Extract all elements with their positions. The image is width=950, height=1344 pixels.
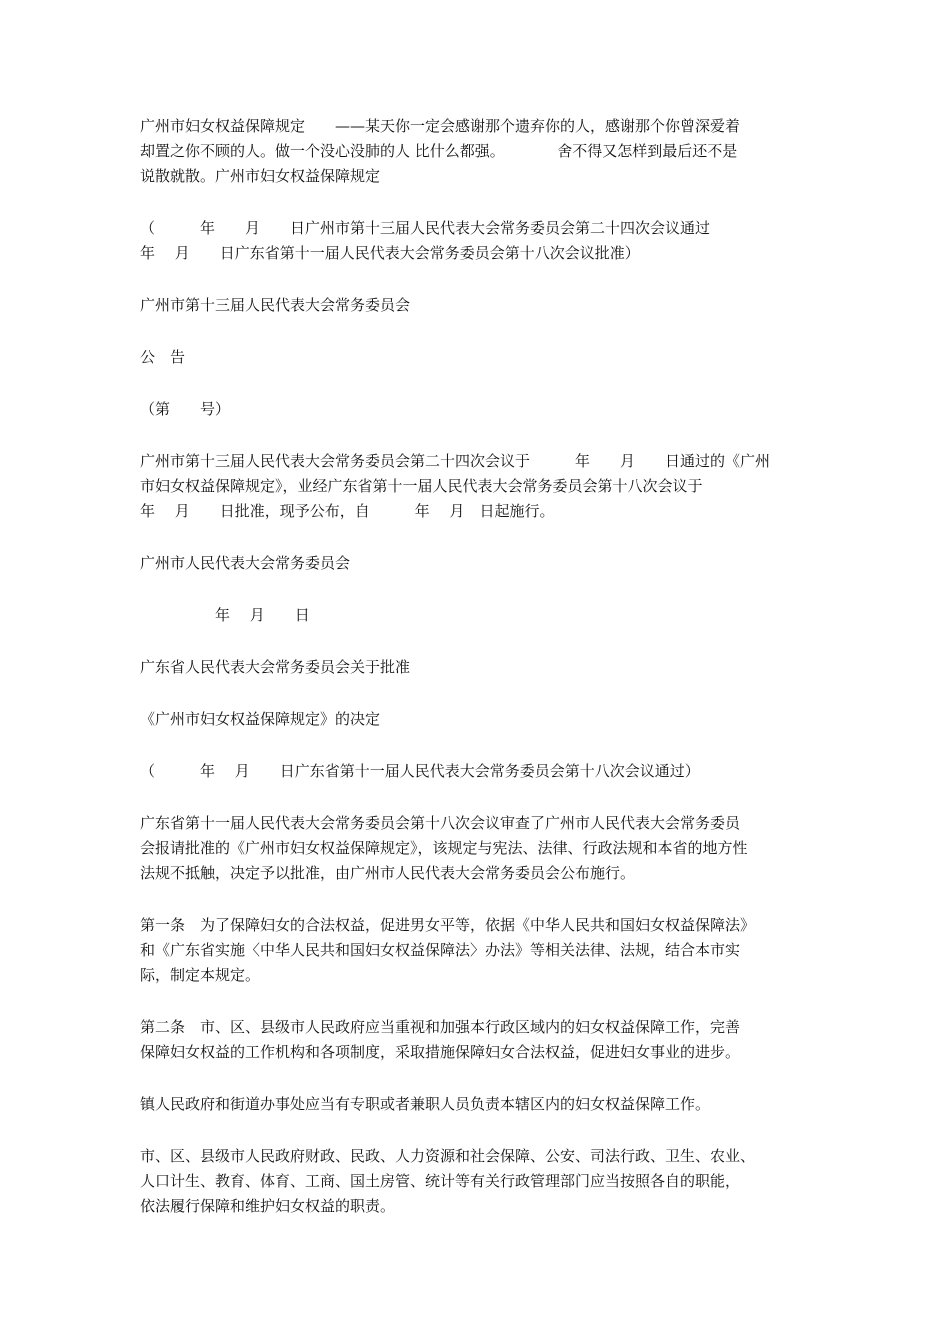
- text-line: 广州市第十三届人民代表大会常务委员会第二十四次会议于 年 月 日通过的《广州: [140, 452, 771, 470]
- text-line: 镇人民政府和街道办事处应当有专职或者兼职人员负责本辖区内的妇女权益保障工作。: [140, 1095, 711, 1113]
- text-line: 广州市第十三届人民代表大会常务委员会: [140, 296, 411, 314]
- text-line: 际，制定本规定。: [140, 966, 261, 984]
- committee-name-paragraph: [140, 293, 820, 318]
- text-line: （ 年 月 日广州市第十三届人民代表大会常务委员会第二十四次会议通过: [140, 219, 711, 237]
- document-page: [140, 114, 820, 1246]
- text-line: 市妇女权益保障规定》，业经广东省第十一届人民代表大会常务委员会第十八次会议于: [140, 477, 703, 495]
- decision-heading-line-2: [140, 707, 820, 732]
- decision-body-paragraph: [140, 811, 820, 886]
- signature-committee: [140, 551, 820, 576]
- text-line: 保障妇女权益的工作机构和各项制度，采取措施保障妇女合法权益，促进妇女事业的进步。: [140, 1043, 741, 1061]
- text-line: 人口计生、教育、体育、工商、国土房管、统计等有关行政管理部门应当按照各自的职能，: [140, 1172, 741, 1190]
- text-line: 广州市妇女权益保障规定 ——某天你一定会感谢那个遗弃你的人，感谢那个你曾深爱着: [140, 117, 741, 135]
- announcement-heading: [140, 345, 820, 370]
- text-line: 说散就散。广州市妇女权益保障规定: [140, 167, 381, 185]
- text-line: （第 号）: [140, 400, 231, 418]
- signature-date: [140, 603, 820, 628]
- text-line: 依法履行保障和维护妇女权益的职责。: [140, 1197, 396, 1215]
- text-line: 年 月 日: [140, 606, 310, 624]
- text-line: 和《广东省实施〈中华人民共和国妇女权益保障法〉办法》等相关法律、法规，结合本市实: [140, 941, 741, 959]
- text-line: 《广州市妇女权益保障规定》的决定: [140, 710, 381, 728]
- decision-heading-line-1: [140, 655, 820, 680]
- text-line: 市、区、县级市人民政府财政、民政、人力资源和社会保障、公安、司法行政、卫生、农业、: [140, 1147, 756, 1165]
- decision-date-paragraph: [140, 759, 820, 784]
- text-line: 法规不抵触，决定予以批准，由广州市人民代表大会常务委员会公布施行。: [140, 864, 636, 882]
- article-2-third-paragraph: [140, 1144, 820, 1219]
- article-2-second-paragraph: [140, 1092, 820, 1117]
- text-line: 第二条 市、区、县级市人民政府应当重视和加强本行政区域内的妇女权益保障工作，完善: [140, 1018, 741, 1036]
- text-line: 广东省人民代表大会常务委员会关于批准: [140, 658, 411, 676]
- article-2-paragraph: [140, 1015, 820, 1065]
- adoption-dates-paragraph: [140, 216, 820, 266]
- text-line: 广东省第十一届人民代表大会常务委员会第十八次会议审查了广州市人民代表大会常务委员: [140, 814, 741, 832]
- text-line: （ 年 月 日广东省第十一届人民代表大会常务委员会第十八次会议通过）: [140, 762, 700, 780]
- text-line: 年 月 日批准，现予公布，自 年 月 日起施行。: [140, 502, 555, 520]
- text-line: 年 月 日广东省第十一届人民代表大会常务委员会第十八次会议批准）: [140, 244, 640, 262]
- text-line: 却置之你不顾的人。做一个没心没肺的人 比什么都强。 舍不得又怎样到最后还不是: [140, 142, 738, 160]
- announcement-number: [140, 397, 820, 422]
- text-line: 广州市人民代表大会常务委员会: [140, 554, 351, 572]
- article-1-paragraph: [140, 913, 820, 988]
- announcement-body-paragraph: [140, 449, 820, 524]
- title-quote-paragraph: [140, 114, 820, 189]
- text-line: 第一条 为了保障妇女的合法权益，促进男女平等，依据《中华人民共和国妇女权益保障法》: [140, 916, 756, 934]
- text-line: 会报请批准的《广州市妇女权益保障规定》，该规定与宪法、法律、行政法规和本省的地方性: [140, 839, 748, 857]
- text-line: 公 告: [140, 348, 186, 366]
